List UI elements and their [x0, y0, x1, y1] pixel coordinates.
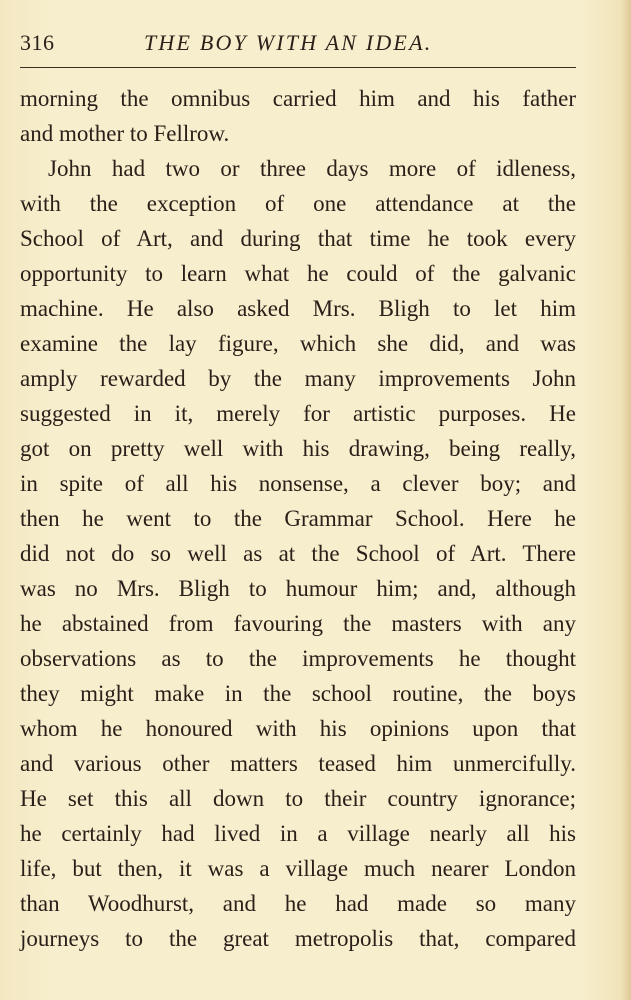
text-line: examine the lay figure, which she did, and was [20, 331, 576, 356]
text-line: did not do so well as at the School of Art. There [20, 541, 576, 566]
text-line: he certainly had lived in a village nearly all his [20, 821, 576, 846]
text-line: life, but then, it was a village much nearer London [20, 856, 576, 881]
text-line: with the exception of one attendance at the [20, 191, 576, 216]
text-line: and mother to Fellrow. [20, 121, 230, 146]
text-line: observations as to the improvements he thought [20, 646, 576, 671]
page-edge-shadow [621, 0, 631, 1000]
page-number: 316 [20, 30, 55, 55]
text-line: machine. He also asked Mrs. Bligh to let him [20, 296, 576, 321]
running-head [20, 28, 576, 58]
text-line: John had two or three days more of idleness, [48, 156, 576, 181]
text-line: was no Mrs. Bligh to humour him; and, although [20, 576, 576, 601]
running-title: THE BOY WITH AN IDEA. [144, 30, 433, 55]
body-text [20, 81, 576, 956]
text-line: in spite of all his nonsense, a clever boy; and [20, 471, 576, 496]
header-rule [20, 67, 576, 68]
text-line: journeys to the great metropolis that, compared [20, 926, 576, 951]
text-line: whom he honoured with his opinions upon that [20, 716, 576, 741]
text-line: then he went to the Grammar School. Here he [20, 506, 576, 531]
text-line: he abstained from favouring the masters with any [20, 611, 576, 636]
text-line: suggested in it, merely for artistic purposes. He [20, 401, 576, 426]
text-line: than Woodhurst, and he had made so many [20, 891, 576, 916]
text-line: School of Art, and during that time he took every [20, 226, 576, 251]
text-line: got on pretty well with his drawing, being really, [20, 436, 576, 461]
text-line: morning the omnibus carried him and his father [20, 86, 576, 111]
text-line: opportunity to learn what he could of the galvanic [20, 261, 576, 286]
text-line: He set this all down to their country ignorance; [20, 786, 576, 811]
text-line: they might make in the school routine, the boys [20, 681, 576, 706]
text-line: amply rewarded by the many improvements John [20, 366, 576, 391]
text-line: and various other matters teased him unmercifully. [20, 751, 576, 776]
